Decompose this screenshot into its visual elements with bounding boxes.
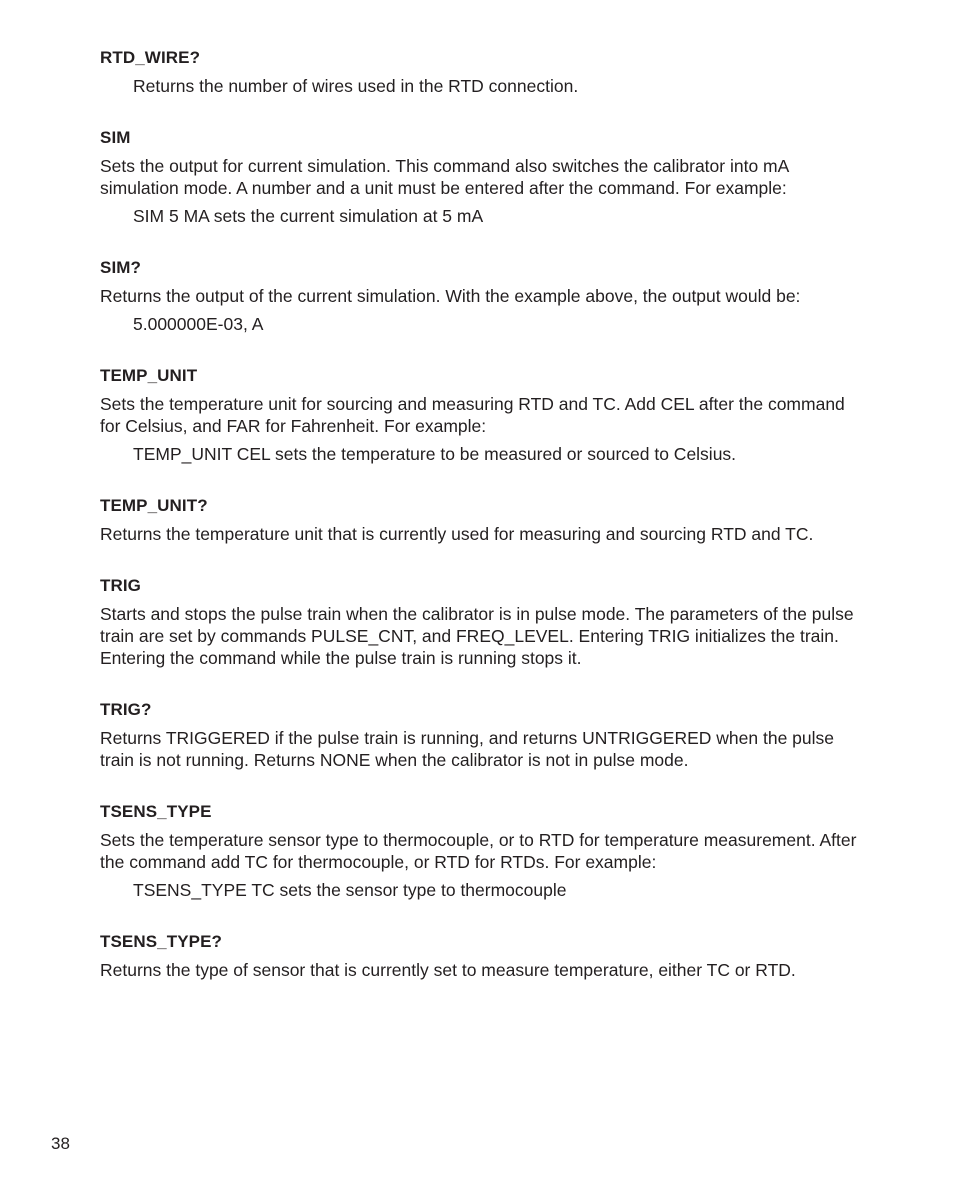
command-description: Sets the output for current simulation. This command also switches the calibrator into mA simulation mode. A number and a unit must be entered after the command. For example: [100, 156, 789, 198]
command-name: RTD_WIRE? [100, 48, 201, 67]
command-name: TSENS_TYPE? [100, 932, 223, 951]
command-example: SIM 5 MA sets the current simulation at 5 mA [133, 206, 484, 226]
command-description: Returns the number of wires used in the RTD connection. [133, 76, 579, 96]
command-entry-sim-query [100, 257, 860, 335]
command-reference [100, 47, 860, 1011]
command-description: Returns the type of sensor that is currently set to measure temperature, either TC or RTD. [100, 960, 796, 980]
command-description: Returns TRIGGERED if the pulse train is running, and returns UNTRIGGERED when the pulse train is not running. Returns NONE when the calibrator is not in pulse mode. [100, 728, 835, 770]
command-example: 5.000000E-03, A [133, 314, 264, 334]
page-number: 38 [51, 1134, 70, 1153]
command-description: Returns the temperature unit that is currently used for measuring and sourcing RTD and TC. [100, 524, 814, 544]
command-name: TRIG? [100, 700, 152, 719]
command-name: TEMP_UNIT [100, 366, 198, 385]
command-name: TRIG [100, 576, 142, 595]
command-entry-trig-query [100, 699, 860, 771]
command-example: TEMP_UNIT CEL sets the temperature to be measured or sourced to Celsius. [133, 444, 737, 464]
command-entry-trig [100, 575, 860, 669]
command-name: SIM? [100, 258, 142, 277]
command-description: Starts and stops the pulse train when the calibrator is in pulse mode. The parameters of the pulse train are set by commands PULSE_CNT, and FREQ_LEVEL. Entering TRIG initializes the train. Entering the command while the pulse train is running stops it. [100, 604, 854, 668]
command-name: TSENS_TYPE [100, 802, 212, 821]
command-entry-temp-unit-query [100, 495, 860, 545]
command-name: SIM [100, 128, 131, 147]
command-entry-tsens-type-query [100, 931, 860, 981]
command-description: Sets the temperature unit for sourcing and measuring RTD and TC. Add CEL after the command for Celsius, and FAR for Fahrenheit. For example: [100, 394, 845, 436]
command-entry-temp-unit [100, 365, 860, 465]
command-description: Sets the temperature sensor type to thermocouple, or to RTD for temperature measurement. After the command add TC for thermocouple, or RTD for RTDs. For example: [100, 830, 857, 872]
command-entry-sim [100, 127, 860, 227]
command-example: TSENS_TYPE TC sets the sensor type to thermocouple [133, 880, 567, 900]
command-entry-tsens-type [100, 801, 860, 901]
command-name: TEMP_UNIT? [100, 496, 208, 515]
command-description: Returns the output of the current simulation. With the example above, the output would be: [100, 286, 801, 306]
command-entry-rtd-wire-query [100, 47, 860, 97]
